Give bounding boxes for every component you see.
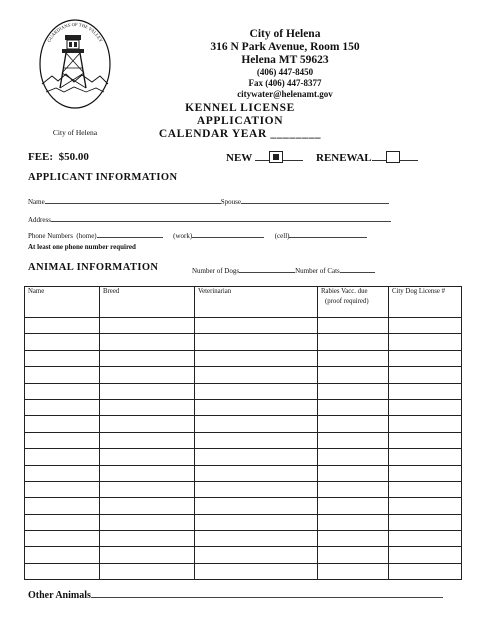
table-cell[interactable] bbox=[318, 334, 389, 350]
table-cell[interactable] bbox=[389, 334, 462, 350]
table-cell[interactable] bbox=[25, 547, 100, 563]
table-cell[interactable] bbox=[25, 383, 100, 399]
col-license: City Dog License # bbox=[389, 287, 462, 318]
org-name: City of Helena bbox=[249, 28, 321, 40]
lighthouse-tower-icon bbox=[38, 18, 112, 110]
table-cell[interactable] bbox=[100, 350, 195, 366]
table-row bbox=[25, 449, 462, 465]
table-row bbox=[25, 481, 462, 497]
table-cell[interactable] bbox=[195, 350, 318, 366]
home-label: (home) bbox=[76, 232, 97, 240]
table-cell[interactable] bbox=[195, 334, 318, 350]
table-cell[interactable] bbox=[389, 367, 462, 383]
logo-caption: City of Helena bbox=[52, 128, 98, 137]
table-cell[interactable] bbox=[25, 465, 100, 481]
table-cell[interactable] bbox=[100, 318, 195, 334]
table-row bbox=[25, 563, 462, 579]
table-cell[interactable] bbox=[318, 563, 389, 579]
animal-table bbox=[24, 286, 462, 580]
table-cell[interactable] bbox=[389, 563, 462, 579]
table-cell[interactable] bbox=[25, 399, 100, 415]
phone-note: At least one phone number required bbox=[28, 243, 136, 251]
table-cell[interactable] bbox=[100, 514, 195, 530]
address-line-1: 316 N Park Avenue, Room 150 bbox=[210, 41, 360, 53]
table-cell[interactable] bbox=[25, 318, 100, 334]
table-cell[interactable] bbox=[100, 432, 195, 448]
table-row bbox=[25, 367, 462, 383]
other-animals-row bbox=[28, 590, 443, 601]
table-cell[interactable] bbox=[195, 531, 318, 547]
table-cell[interactable] bbox=[100, 367, 195, 383]
animal-rows bbox=[25, 318, 462, 580]
table-cell[interactable] bbox=[318, 514, 389, 530]
table-row bbox=[25, 498, 462, 514]
other-animals-field[interactable] bbox=[91, 591, 443, 598]
table-row bbox=[25, 432, 462, 448]
new-checkbox[interactable] bbox=[269, 151, 283, 163]
table-cell[interactable] bbox=[318, 383, 389, 399]
table-cell[interactable] bbox=[25, 449, 100, 465]
renewal-option[interactable] bbox=[316, 151, 418, 164]
table-row bbox=[25, 465, 462, 481]
table-cell[interactable] bbox=[389, 498, 462, 514]
table-row bbox=[25, 350, 462, 366]
spouse-label: Spouse bbox=[220, 198, 241, 206]
table-cell[interactable] bbox=[195, 481, 318, 497]
table-cell[interactable] bbox=[389, 481, 462, 497]
table-cell[interactable] bbox=[389, 465, 462, 481]
table-cell[interactable] bbox=[195, 399, 318, 415]
table-cell[interactable] bbox=[25, 432, 100, 448]
table-cell[interactable] bbox=[100, 399, 195, 415]
table-row bbox=[25, 383, 462, 399]
table-cell[interactable] bbox=[100, 465, 195, 481]
table-cell[interactable] bbox=[318, 350, 389, 366]
table-cell[interactable] bbox=[25, 416, 100, 432]
table-cell[interactable] bbox=[389, 531, 462, 547]
phone-row bbox=[28, 229, 367, 240]
table-cell[interactable] bbox=[195, 465, 318, 481]
table-cell[interactable] bbox=[195, 563, 318, 579]
table-cell[interactable] bbox=[195, 547, 318, 563]
table-cell[interactable] bbox=[389, 318, 462, 334]
table-cell[interactable] bbox=[389, 350, 462, 366]
rabies-note: (proof required) bbox=[325, 298, 369, 305]
table-cell[interactable] bbox=[25, 481, 100, 497]
table-row bbox=[25, 399, 462, 415]
table-cell[interactable] bbox=[318, 465, 389, 481]
table-cell[interactable] bbox=[195, 383, 318, 399]
table-cell[interactable] bbox=[389, 449, 462, 465]
spouse-field[interactable] bbox=[241, 195, 389, 204]
work-label: (work) bbox=[173, 232, 193, 240]
table-cell[interactable] bbox=[25, 350, 100, 366]
table-cell[interactable] bbox=[100, 383, 195, 399]
table-cell[interactable] bbox=[100, 498, 195, 514]
table-row bbox=[25, 531, 462, 547]
table-row bbox=[25, 514, 462, 530]
table-cell[interactable] bbox=[195, 367, 318, 383]
table-cell[interactable] bbox=[389, 416, 462, 432]
col-veterinarian: Veterinarian bbox=[195, 287, 318, 318]
table-cell[interactable] bbox=[389, 383, 462, 399]
dogs-count-field[interactable] bbox=[239, 264, 295, 273]
table-cell[interactable] bbox=[318, 318, 389, 334]
col-name: Name bbox=[25, 287, 100, 318]
table-row bbox=[25, 547, 462, 563]
table-cell[interactable] bbox=[318, 432, 389, 448]
seal-arc-text: GUARDIANS OF THE VALLEY bbox=[46, 21, 104, 44]
renewal-label: RENEWAL bbox=[316, 152, 372, 164]
address-line-2: Helena MT 59623 bbox=[241, 54, 329, 66]
table-cell[interactable] bbox=[318, 449, 389, 465]
table-cell[interactable] bbox=[318, 547, 389, 563]
animal-heading: ANIMAL INFORMATION bbox=[28, 262, 159, 273]
new-label: NEW bbox=[226, 152, 253, 164]
cell-phone-field[interactable] bbox=[289, 229, 367, 238]
table-cell[interactable] bbox=[100, 531, 195, 547]
home-phone-field[interactable] bbox=[97, 229, 163, 238]
table-cell[interactable] bbox=[195, 416, 318, 432]
table-cell[interactable] bbox=[389, 514, 462, 530]
email-address: citywater@helenamt.gov bbox=[237, 89, 333, 99]
name-spouse-row bbox=[28, 195, 398, 206]
col-breed: Breed bbox=[100, 287, 195, 318]
table-cell[interactable] bbox=[318, 481, 389, 497]
address-row bbox=[28, 213, 391, 224]
table-cell[interactable] bbox=[318, 416, 389, 432]
table-cell[interactable] bbox=[25, 514, 100, 530]
table-cell[interactable] bbox=[195, 498, 318, 514]
address-field[interactable] bbox=[51, 213, 391, 222]
renewal-checkbox[interactable] bbox=[386, 151, 400, 163]
work-phone-field[interactable] bbox=[192, 229, 264, 238]
table-cell[interactable] bbox=[195, 432, 318, 448]
form-title bbox=[150, 102, 330, 141]
table-cell[interactable] bbox=[25, 367, 100, 383]
table-cell[interactable] bbox=[389, 399, 462, 415]
table-cell[interactable] bbox=[195, 449, 318, 465]
table-cell[interactable] bbox=[25, 563, 100, 579]
fee-row bbox=[28, 151, 89, 163]
table-cell[interactable] bbox=[318, 531, 389, 547]
dogs-label: Number of Dogs bbox=[192, 267, 240, 275]
form-title-line-1: KENNEL LICENSE APPLICATION bbox=[185, 102, 295, 127]
cats-label: Number of Cats bbox=[295, 267, 340, 275]
new-option[interactable] bbox=[226, 151, 303, 164]
applicant-heading: APPLICANT INFORMATION bbox=[28, 172, 178, 183]
table-cell[interactable] bbox=[100, 481, 195, 497]
table-cell[interactable] bbox=[318, 498, 389, 514]
cell-label: (cell) bbox=[274, 232, 290, 240]
table-cell[interactable] bbox=[318, 367, 389, 383]
table-cell[interactable] bbox=[100, 334, 195, 350]
phone-label: Phone Numbers bbox=[28, 232, 73, 240]
table-cell[interactable] bbox=[389, 547, 462, 563]
table-cell[interactable] bbox=[318, 399, 389, 415]
col-rabies bbox=[318, 287, 389, 318]
address-label: Address bbox=[28, 216, 51, 224]
table-cell[interactable] bbox=[100, 547, 195, 563]
table-cell[interactable] bbox=[25, 531, 100, 547]
fee-amount: $50.00 bbox=[58, 151, 89, 163]
table-cell[interactable] bbox=[100, 416, 195, 432]
table-cell[interactable] bbox=[25, 498, 100, 514]
name-label: Name bbox=[28, 198, 45, 206]
table-cell[interactable] bbox=[100, 563, 195, 579]
animal-count-row bbox=[192, 264, 375, 275]
fax-number: Fax (406) 447-8377 bbox=[248, 78, 322, 88]
table-cell[interactable] bbox=[25, 334, 100, 350]
rabies-label: Rabies Vacc. due bbox=[321, 288, 368, 295]
name-field[interactable] bbox=[45, 195, 221, 204]
table-header-row bbox=[25, 287, 462, 318]
table-row bbox=[25, 416, 462, 432]
table-row bbox=[25, 318, 462, 334]
other-animals-label: Other Animals bbox=[28, 590, 91, 601]
table-cell[interactable] bbox=[389, 432, 462, 448]
checkbox-checked-icon bbox=[273, 154, 279, 160]
phone-number: (406) 447-8450 bbox=[256, 67, 314, 77]
table-cell[interactable] bbox=[195, 318, 318, 334]
table-cell[interactable] bbox=[100, 449, 195, 465]
fee-label: FEE: bbox=[28, 151, 54, 163]
table-cell[interactable] bbox=[195, 514, 318, 530]
form-title-line-2: CALENDAR YEAR ________ bbox=[158, 128, 322, 140]
table-row bbox=[25, 334, 462, 350]
city-seal-logo bbox=[38, 18, 112, 110]
cats-count-field[interactable] bbox=[340, 264, 375, 273]
